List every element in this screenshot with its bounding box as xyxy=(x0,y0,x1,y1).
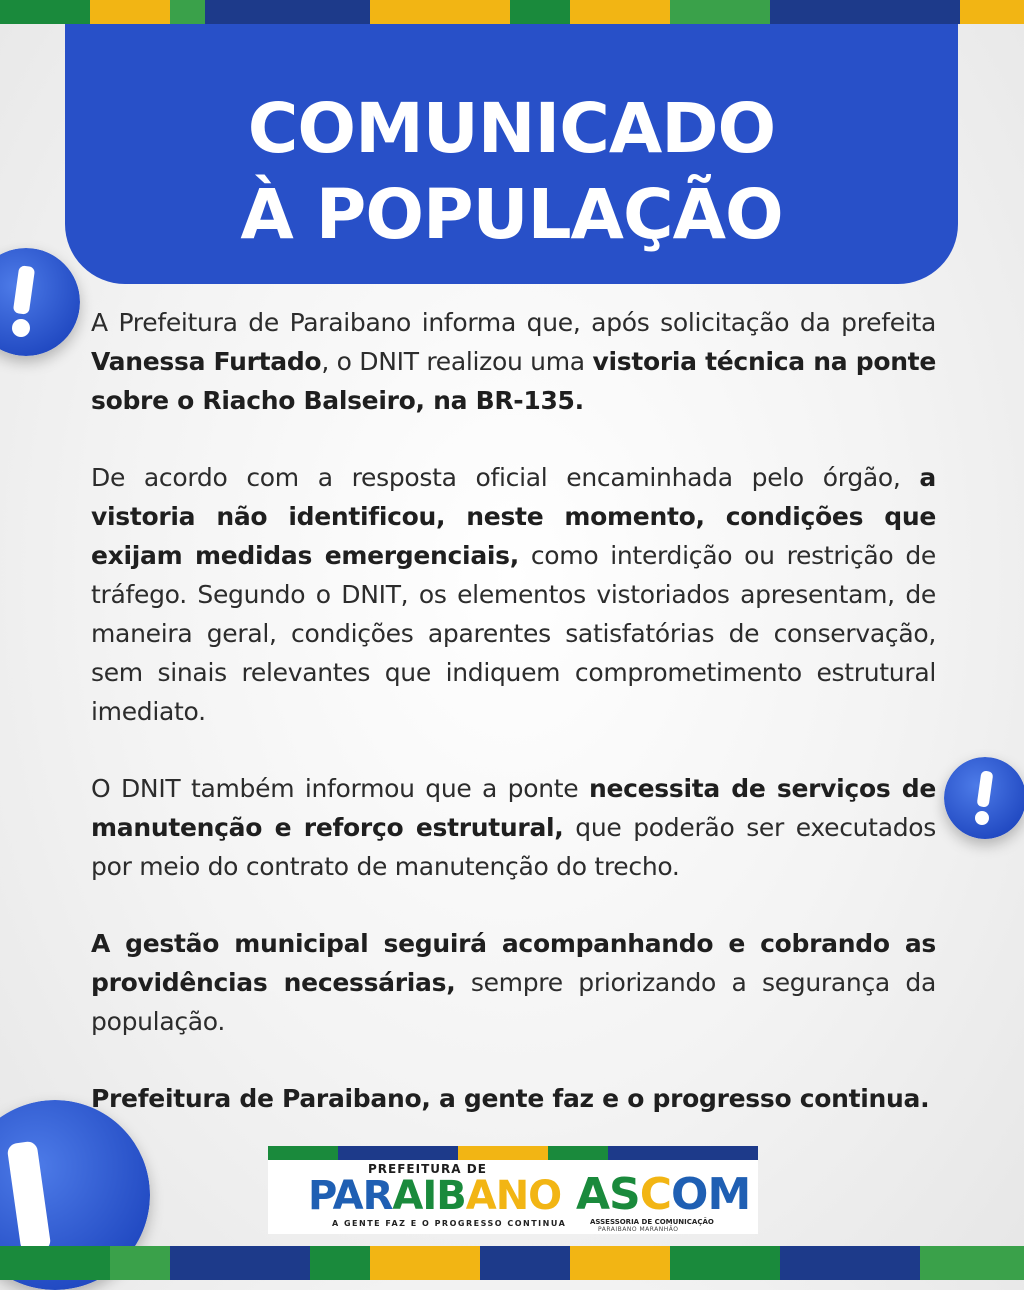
text: A Prefeitura de Paraibano informa que, após solicitação da prefeita xyxy=(91,308,936,337)
title-line-2: À POPULAÇÃO xyxy=(240,175,783,255)
bold-text: Vanessa Furtado xyxy=(91,347,322,376)
wordmark-part: ANO xyxy=(465,1173,562,1219)
logo-color-band xyxy=(268,1146,758,1160)
text: que poderão ser executados por meio do contrato de manutenção do trecho. xyxy=(91,813,936,881)
wordmark-part: AIB xyxy=(392,1173,466,1219)
top-color-stripe xyxy=(0,0,1024,24)
text: como interdição ou restrição de tráfego. Segundo o DNIT, os elementos vistoriados apresentam, de maneira geral, condições aparentes satisfatórias de conservação, sem sinais relevantes que indiquem comprometimento estrutural imediato. xyxy=(91,541,936,726)
text: De acordo com a resposta oficial encaminhada pelo órgão, xyxy=(91,463,920,492)
logo-ascom-caption: ASSESSORIA DE COMUNICAÇÃO xyxy=(590,1218,714,1226)
exclamation-icon xyxy=(0,248,80,356)
text: , o DNIT realizou uma xyxy=(321,347,593,376)
paragraph-3 xyxy=(91,769,936,886)
logo-slogan: A GENTE FAZ E O PROGRESSO CONTINUA xyxy=(332,1219,567,1228)
logo-ascom-wordmark xyxy=(576,1169,751,1220)
page-title xyxy=(65,86,958,258)
title-line-1: COMUNICADO xyxy=(247,89,776,169)
text: sempre priorizando a segurança da população. xyxy=(91,968,936,1036)
bold-text: a vistoria não identificou, neste momento, condições que exijam medidas emergenciais, xyxy=(91,463,936,570)
bold-text: A gestão municipal seguirá acompanhando e cobrando as providências necessárias, xyxy=(91,929,936,997)
bold-text: necessita de serviços de manutenção e reforço estrutural, xyxy=(91,774,936,842)
wordmark-part: PAR xyxy=(308,1173,393,1219)
logo-paraibano-wordmark xyxy=(308,1174,561,1218)
paragraph-4 xyxy=(91,924,936,1041)
title-banner xyxy=(65,24,958,284)
text: O DNIT também informou que a ponte xyxy=(91,774,589,803)
wordmark-part: OM xyxy=(671,1169,751,1220)
bottom-color-stripe xyxy=(0,1246,1024,1280)
bold-text: vistoria técnica na ponte sobre o Riacho Balseiro, na BR-135. xyxy=(91,347,936,415)
prefeitura-ascom-logo xyxy=(268,1146,758,1234)
exclamation-icon xyxy=(944,757,1024,839)
wordmark-part: AS xyxy=(576,1169,640,1220)
wordmark-part: C xyxy=(639,1169,672,1220)
logo-ascom-location: PARAIBANO MARANHÃO xyxy=(598,1226,679,1233)
announcement-body xyxy=(91,303,936,1156)
signature-text: Prefeitura de Paraibano, a gente faz e o progresso continua. xyxy=(91,1084,930,1113)
paragraph-1 xyxy=(91,303,936,420)
logo-prefeitura-label: PREFEITURA DE xyxy=(368,1162,487,1176)
signature xyxy=(91,1079,936,1118)
paragraph-2 xyxy=(91,458,936,731)
